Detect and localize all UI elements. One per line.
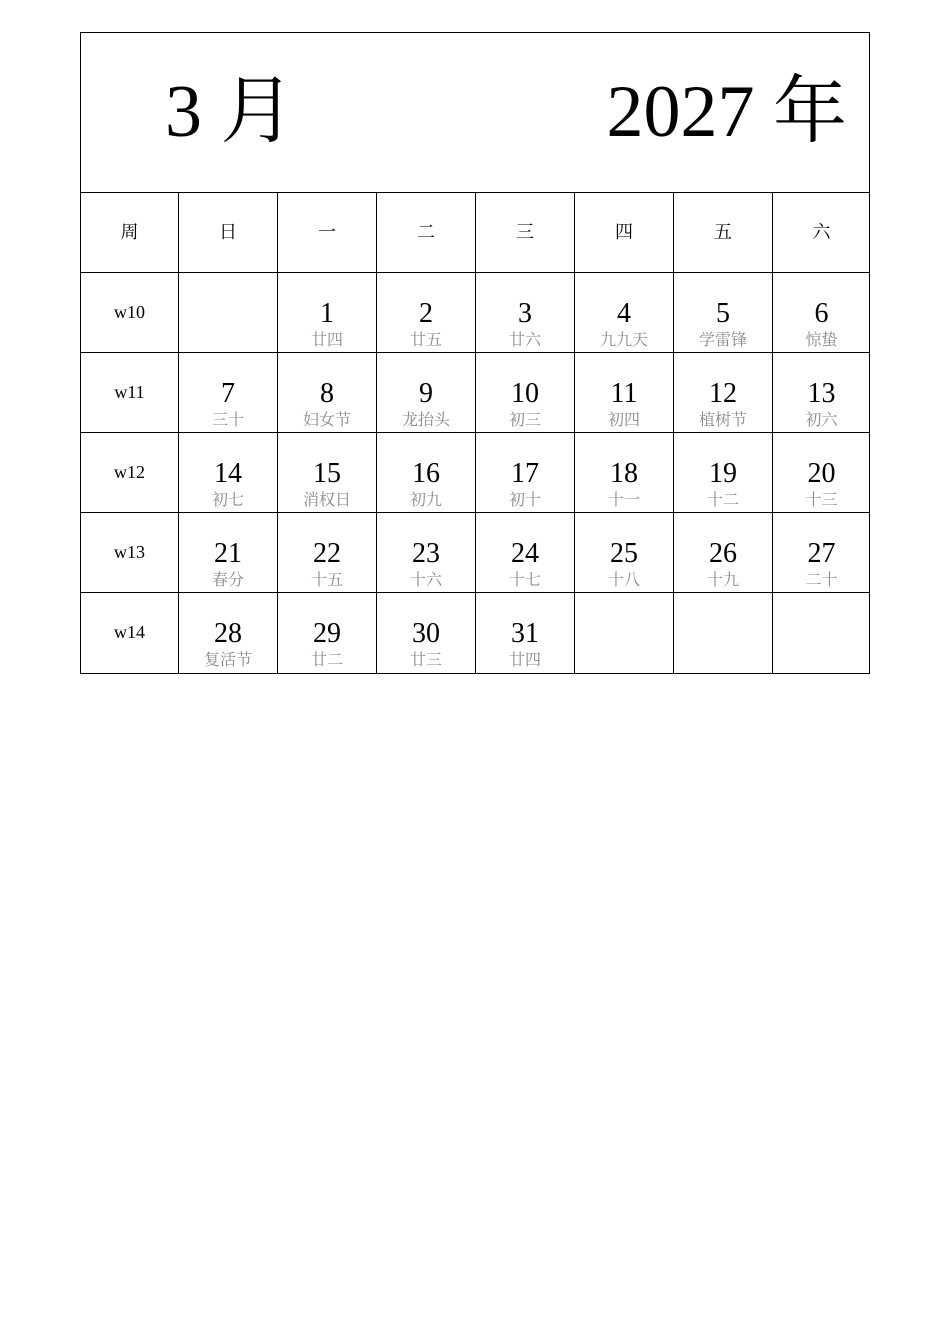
day-cell [674, 433, 773, 512]
weekday-header-sat [773, 193, 870, 272]
week-number-cell [81, 593, 179, 673]
weekday-header-mon [278, 193, 377, 272]
lunar-date: 廿五 [409, 330, 442, 349]
lunar-date: 学雷锋 [698, 330, 747, 349]
week-number-cell [81, 513, 179, 592]
lunar-date: 九九天 [599, 330, 648, 349]
day-cell [377, 513, 476, 592]
day-number: 12 [709, 378, 737, 409]
day-number: 11 [610, 378, 638, 409]
day-cell [278, 433, 377, 512]
day-cell [674, 513, 773, 592]
day-number: 15 [313, 458, 341, 489]
day-cell [377, 593, 476, 673]
lunar-date: 初十 [508, 490, 541, 509]
lunar-date: 十二 [706, 490, 739, 509]
day-cell [377, 273, 476, 352]
weekday-header-thu [575, 193, 674, 272]
day-number: 16 [412, 458, 440, 489]
weekday-header-tue [377, 193, 476, 272]
lunar-date: 消权日 [302, 490, 351, 509]
weekday-label: 二 [417, 222, 435, 243]
lunar-date: 十三 [805, 490, 838, 509]
day-number: 30 [412, 618, 440, 649]
lunar-date: 初九 [409, 490, 442, 509]
week-row [81, 433, 869, 513]
lunar-date: 复活节 [203, 650, 252, 669]
day-cell [377, 433, 476, 512]
day-cell [773, 273, 870, 352]
lunar-date: 廿六 [508, 330, 541, 349]
day-cell [575, 273, 674, 352]
day-cell [179, 353, 278, 432]
weekday-header-sun [179, 193, 278, 272]
day-cell [773, 513, 870, 592]
day-number: 25 [610, 538, 638, 569]
day-number: 23 [412, 538, 440, 569]
weekday-label: 一 [318, 222, 336, 243]
lunar-date: 植树节 [698, 410, 747, 429]
day-number: 1 [320, 298, 334, 329]
week-number-cell [81, 353, 179, 432]
lunar-date: 二十 [805, 570, 838, 589]
weekday-label: 日 [219, 222, 237, 243]
lunar-date: 初三 [508, 410, 541, 429]
lunar-date: 初六 [805, 410, 838, 429]
day-cell [773, 353, 870, 432]
day-cell [476, 353, 575, 432]
day-cell [575, 593, 674, 673]
lunar-date: 十七 [508, 570, 541, 589]
day-number: 24 [511, 538, 539, 569]
day-number: 19 [709, 458, 737, 489]
day-number: 9 [419, 378, 433, 409]
weekday-header-fri [674, 193, 773, 272]
lunar-date: 十一 [607, 490, 640, 509]
weekday-label: 六 [812, 222, 831, 243]
lunar-date: 廿四 [508, 650, 541, 669]
day-cell [476, 433, 575, 512]
lunar-date: 妇女节 [302, 410, 351, 429]
week-number-cell [81, 433, 179, 512]
day-cell [179, 273, 278, 352]
day-number: 29 [313, 618, 341, 649]
weekday-label: 周 [120, 222, 139, 243]
lunar-date: 龙抬头 [401, 410, 450, 429]
day-number: 2 [419, 298, 433, 329]
day-number: 21 [214, 538, 242, 569]
day-cell [575, 433, 674, 512]
day-number: 8 [320, 378, 334, 409]
weekday-header-week [81, 193, 179, 272]
lunar-date: 三十 [211, 410, 244, 429]
week-row [81, 513, 869, 593]
day-cell [575, 513, 674, 592]
lunar-date: 廿四 [310, 330, 343, 349]
day-cell [179, 513, 278, 592]
day-cell [377, 353, 476, 432]
weekday-header-wed [476, 193, 575, 272]
day-cell [674, 353, 773, 432]
week-number: w14 [114, 622, 145, 642]
lunar-date: 十五 [310, 570, 343, 589]
day-number: 28 [214, 618, 242, 649]
weekday-label: 三 [516, 222, 534, 243]
day-cell [674, 593, 773, 673]
lunar-date: 十八 [607, 570, 640, 589]
day-cell [278, 513, 377, 592]
week-number: w13 [114, 542, 145, 562]
day-cell [179, 433, 278, 512]
day-number: 13 [807, 378, 836, 409]
day-cell [674, 273, 773, 352]
day-cell [476, 593, 575, 673]
week-number-cell [81, 273, 179, 352]
weekday-label: 四 [615, 222, 633, 243]
day-number: 14 [214, 458, 242, 489]
day-cell [179, 593, 278, 673]
day-number: 27 [807, 538, 836, 569]
weekday-header-row [81, 193, 869, 273]
day-cell [476, 273, 575, 352]
day-number: 5 [716, 298, 730, 329]
day-cell [476, 513, 575, 592]
calendar-header [81, 33, 869, 193]
day-number: 22 [313, 538, 341, 569]
day-cell [278, 273, 377, 352]
year-title: 2027 年 [606, 71, 847, 153]
lunar-date: 惊蛰 [805, 330, 838, 349]
day-number: 4 [617, 298, 631, 329]
lunar-date: 初七 [211, 490, 244, 509]
day-cell [278, 353, 377, 432]
lunar-date: 初四 [607, 410, 640, 429]
day-number: 7 [221, 378, 235, 409]
day-number: 3 [518, 298, 532, 329]
week-row [81, 593, 869, 673]
day-number: 17 [511, 458, 539, 489]
week-number: w12 [114, 462, 145, 482]
week-number: w11 [114, 382, 145, 402]
lunar-date: 廿二 [310, 650, 343, 669]
lunar-date: 春分 [211, 570, 244, 589]
day-number: 31 [511, 618, 539, 649]
day-number: 10 [511, 378, 539, 409]
day-number: 6 [814, 298, 829, 329]
day-number: 26 [709, 538, 737, 569]
day-number: 18 [610, 458, 638, 489]
lunar-date: 廿三 [409, 650, 442, 669]
week-row [81, 273, 869, 353]
day-cell [575, 353, 674, 432]
lunar-date: 十九 [706, 570, 739, 589]
month-title: 3 月 [165, 71, 295, 153]
day-cell [278, 593, 377, 673]
week-row [81, 353, 869, 433]
day-cell [773, 433, 870, 512]
lunar-date: 十六 [409, 570, 442, 589]
calendar-table [80, 32, 870, 674]
day-cell [773, 593, 870, 673]
day-number: 20 [807, 458, 836, 489]
week-number: w10 [114, 302, 145, 322]
weekday-label: 五 [714, 222, 732, 243]
